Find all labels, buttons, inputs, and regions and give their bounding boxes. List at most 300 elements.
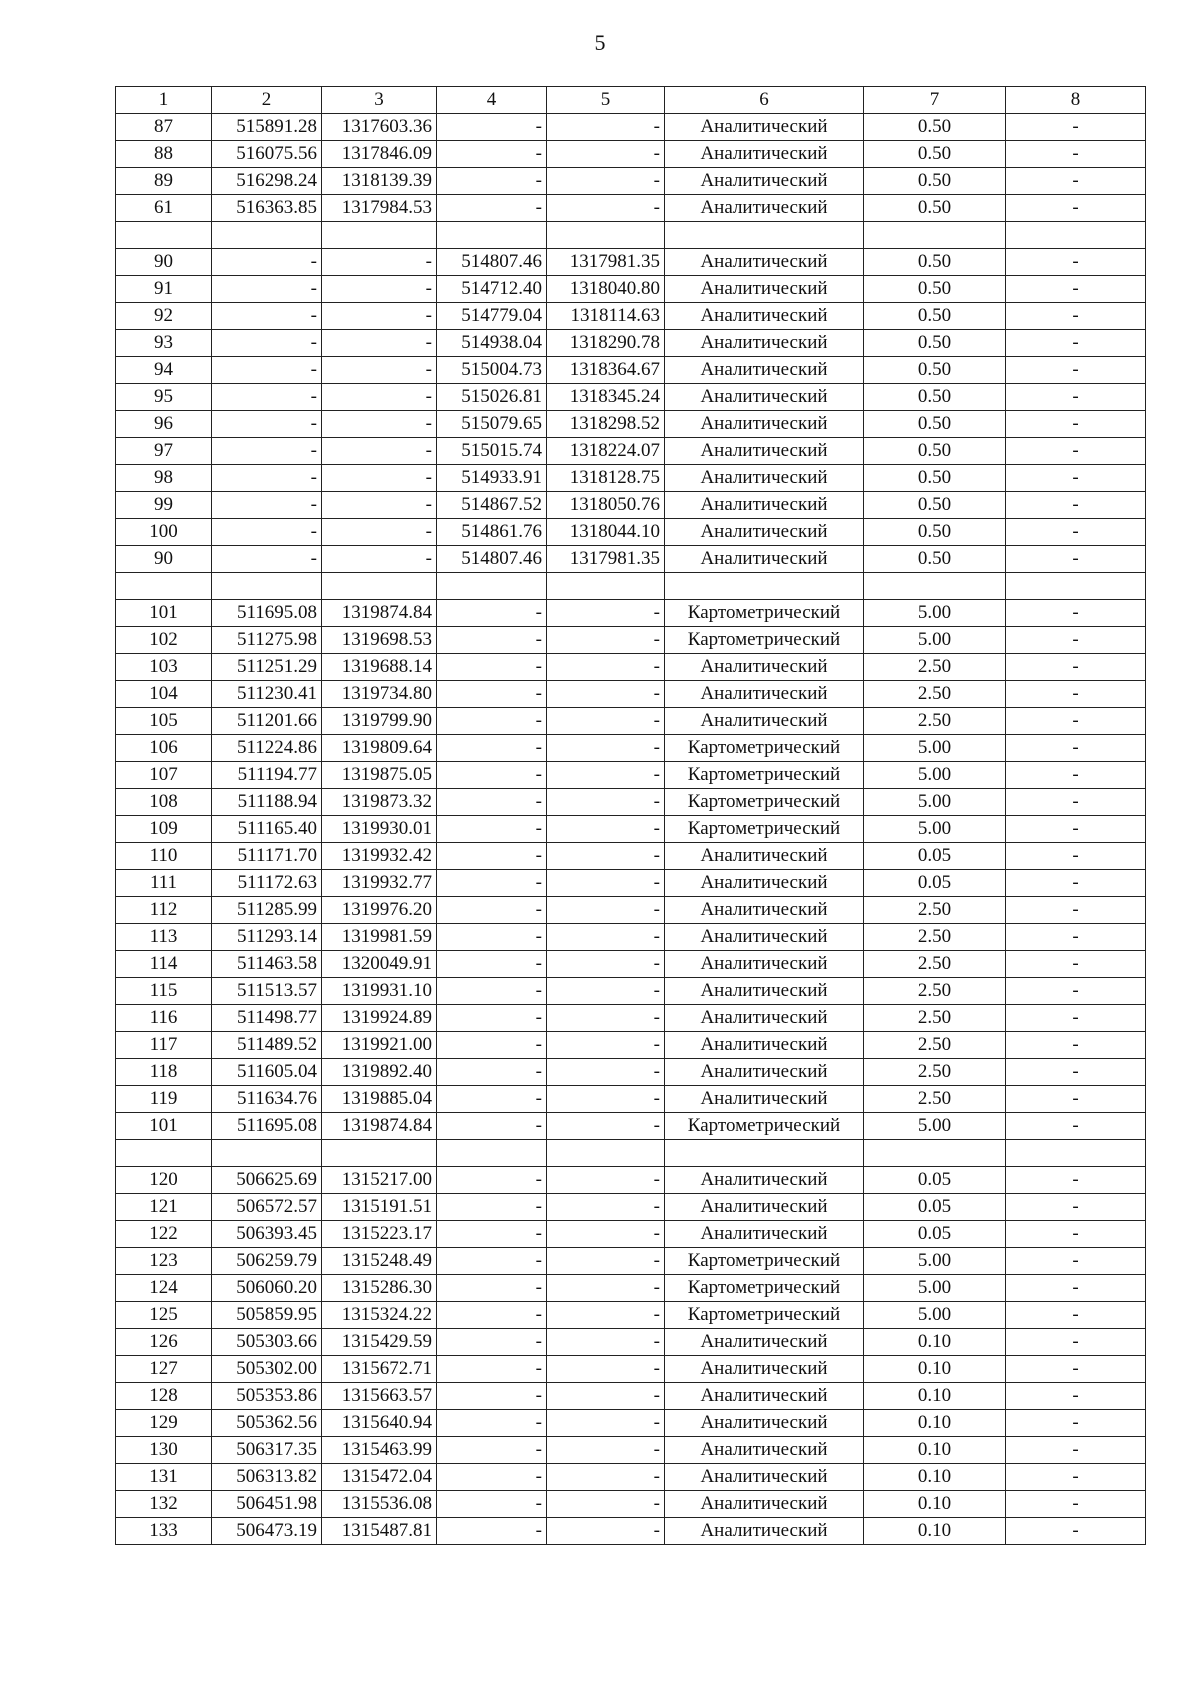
y-coord-cell: - xyxy=(322,438,437,465)
y-new-cell: 1318364.67 xyxy=(547,357,665,384)
note-cell: - xyxy=(1006,141,1146,168)
method-cell: Аналитический xyxy=(665,330,864,357)
table-row xyxy=(116,1410,1146,1437)
y-coord-cell: 1315663.57 xyxy=(322,1383,437,1410)
x-new-cell xyxy=(437,1140,547,1167)
header-cell: 6 xyxy=(665,87,864,114)
y-new-cell: - xyxy=(547,654,665,681)
header-cell: 8 xyxy=(1006,87,1146,114)
note-cell: - xyxy=(1006,735,1146,762)
accuracy-cell: 2.50 xyxy=(864,1005,1006,1032)
table-header xyxy=(116,87,1146,114)
table-row xyxy=(116,978,1146,1005)
y-new-cell: - xyxy=(547,1518,665,1545)
accuracy-cell: 2.50 xyxy=(864,654,1006,681)
y-new-cell: - xyxy=(547,1491,665,1518)
y-coord-cell: 1315223.17 xyxy=(322,1221,437,1248)
accuracy-cell: 0.10 xyxy=(864,1518,1006,1545)
y-new-cell: - xyxy=(547,114,665,141)
x-coord-cell: 506451.98 xyxy=(212,1491,322,1518)
y-coord-cell: 1319874.84 xyxy=(322,1113,437,1140)
header-cell: 4 xyxy=(437,87,547,114)
accuracy-cell: 2.50 xyxy=(864,951,1006,978)
note-cell: - xyxy=(1006,1518,1146,1545)
accuracy-cell: 5.00 xyxy=(864,600,1006,627)
x-coord-cell: 511293.14 xyxy=(212,924,322,951)
table-row xyxy=(116,654,1146,681)
x-coord-cell: 511194.77 xyxy=(212,762,322,789)
accuracy-cell: 5.00 xyxy=(864,816,1006,843)
coordinates-table xyxy=(115,86,1146,1545)
method-cell: Аналитический xyxy=(665,1329,864,1356)
y-new-cell: - xyxy=(547,1086,665,1113)
x-coord-cell: 511498.77 xyxy=(212,1005,322,1032)
table-row xyxy=(116,357,1146,384)
x-coord-cell: 506473.19 xyxy=(212,1518,322,1545)
point-number-cell: 123 xyxy=(116,1248,212,1275)
table-row xyxy=(116,843,1146,870)
accuracy-cell: 0.50 xyxy=(864,276,1006,303)
y-new-cell: 1318345.24 xyxy=(547,384,665,411)
x-new-cell: 514807.46 xyxy=(437,249,547,276)
y-coord-cell: 1315472.04 xyxy=(322,1464,437,1491)
y-new-cell: - xyxy=(547,897,665,924)
method-cell: Аналитический xyxy=(665,1383,864,1410)
y-coord-cell: 1319698.53 xyxy=(322,627,437,654)
table-row xyxy=(116,465,1146,492)
y-new-cell: - xyxy=(547,1221,665,1248)
x-new-cell: 514933.91 xyxy=(437,465,547,492)
y-new-cell: - xyxy=(547,1302,665,1329)
x-new-cell: - xyxy=(437,1329,547,1356)
point-number-cell xyxy=(116,573,212,600)
table-row xyxy=(116,1275,1146,1302)
y-coord-cell: 1319924.89 xyxy=(322,1005,437,1032)
accuracy-cell: 5.00 xyxy=(864,1302,1006,1329)
x-new-cell: 515079.65 xyxy=(437,411,547,438)
method-cell: Аналитический xyxy=(665,546,864,573)
table-row xyxy=(116,1329,1146,1356)
accuracy-cell: 5.00 xyxy=(864,1248,1006,1275)
y-new-cell xyxy=(547,1140,665,1167)
accuracy-cell: 0.50 xyxy=(864,411,1006,438)
table-row xyxy=(116,492,1146,519)
x-coord-cell: - xyxy=(212,438,322,465)
method-cell: Аналитический xyxy=(665,924,864,951)
y-new-cell: 1318290.78 xyxy=(547,330,665,357)
y-new-cell: - xyxy=(547,1113,665,1140)
point-number-cell xyxy=(116,1140,212,1167)
header-cell: 5 xyxy=(547,87,665,114)
x-new-cell: - xyxy=(437,1248,547,1275)
table-row xyxy=(116,249,1146,276)
note-cell: - xyxy=(1006,519,1146,546)
x-coord-cell: 511285.99 xyxy=(212,897,322,924)
y-coord-cell: - xyxy=(322,357,437,384)
y-coord-cell: 1319885.04 xyxy=(322,1086,437,1113)
point-number-cell: 119 xyxy=(116,1086,212,1113)
point-number-cell: 88 xyxy=(116,141,212,168)
note-cell: - xyxy=(1006,1383,1146,1410)
method-cell: Аналитический xyxy=(665,1005,864,1032)
method-cell: Аналитический xyxy=(665,1491,864,1518)
y-coord-cell: - xyxy=(322,249,437,276)
x-new-cell: - xyxy=(437,897,547,924)
method-cell: Аналитический xyxy=(665,384,864,411)
accuracy-cell: 0.05 xyxy=(864,870,1006,897)
note-cell xyxy=(1006,222,1146,249)
method-cell: Картометрический xyxy=(665,600,864,627)
table-row xyxy=(116,1059,1146,1086)
y-new-cell: 1318050.76 xyxy=(547,492,665,519)
note-cell: - xyxy=(1006,1464,1146,1491)
x-new-cell: - xyxy=(437,843,547,870)
method-cell: Аналитический xyxy=(665,1464,864,1491)
note-cell: - xyxy=(1006,762,1146,789)
y-coord-cell xyxy=(322,573,437,600)
y-coord-cell: 1315463.99 xyxy=(322,1437,437,1464)
x-new-cell: - xyxy=(437,762,547,789)
x-new-cell: - xyxy=(437,681,547,708)
accuracy-cell: 5.00 xyxy=(864,1113,1006,1140)
y-new-cell: - xyxy=(547,141,665,168)
accuracy-cell: 2.50 xyxy=(864,1032,1006,1059)
note-cell: - xyxy=(1006,978,1146,1005)
point-number-cell: 90 xyxy=(116,249,212,276)
x-new-cell: - xyxy=(437,141,547,168)
y-coord-cell: 1319875.05 xyxy=(322,762,437,789)
x-coord-cell: 511489.52 xyxy=(212,1032,322,1059)
note-cell: - xyxy=(1006,384,1146,411)
x-new-cell: - xyxy=(437,168,547,195)
x-new-cell: - xyxy=(437,1113,547,1140)
accuracy-cell: 0.50 xyxy=(864,519,1006,546)
note-cell: - xyxy=(1006,1248,1146,1275)
point-number-cell: 104 xyxy=(116,681,212,708)
note-cell: - xyxy=(1006,897,1146,924)
y-new-cell xyxy=(547,573,665,600)
table-row xyxy=(116,681,1146,708)
point-number-cell: 126 xyxy=(116,1329,212,1356)
point-number-cell: 131 xyxy=(116,1464,212,1491)
y-new-cell: - xyxy=(547,708,665,735)
method-cell: Аналитический xyxy=(665,411,864,438)
accuracy-cell: 2.50 xyxy=(864,978,1006,1005)
x-new-cell: 515026.81 xyxy=(437,384,547,411)
point-number-cell: 117 xyxy=(116,1032,212,1059)
table-row xyxy=(116,1248,1146,1275)
table-row xyxy=(116,195,1146,222)
method-cell: Аналитический xyxy=(665,681,864,708)
point-number-cell xyxy=(116,222,212,249)
accuracy-cell: 0.50 xyxy=(864,357,1006,384)
accuracy-cell: 0.50 xyxy=(864,168,1006,195)
point-number-cell: 89 xyxy=(116,168,212,195)
x-new-cell: - xyxy=(437,654,547,681)
table-row xyxy=(116,1383,1146,1410)
note-cell: - xyxy=(1006,1005,1146,1032)
point-number-cell: 106 xyxy=(116,735,212,762)
method-cell: Картометрический xyxy=(665,762,864,789)
x-coord-cell: 505859.95 xyxy=(212,1302,322,1329)
method-cell: Аналитический xyxy=(665,465,864,492)
y-coord-cell: - xyxy=(322,330,437,357)
point-number-cell: 99 xyxy=(116,492,212,519)
note-cell: - xyxy=(1006,870,1146,897)
y-coord-cell: 1319809.64 xyxy=(322,735,437,762)
note-cell: - xyxy=(1006,654,1146,681)
method-cell: Аналитический xyxy=(665,114,864,141)
table-row xyxy=(116,816,1146,843)
method-cell xyxy=(665,1140,864,1167)
y-coord-cell: 1319688.14 xyxy=(322,654,437,681)
y-coord-cell: 1315324.22 xyxy=(322,1302,437,1329)
note-cell: - xyxy=(1006,330,1146,357)
note-cell xyxy=(1006,573,1146,600)
accuracy-cell: 0.50 xyxy=(864,546,1006,573)
y-coord-cell xyxy=(322,222,437,249)
table-row xyxy=(116,168,1146,195)
method-cell: Аналитический xyxy=(665,303,864,330)
x-new-cell: - xyxy=(437,114,547,141)
table-row xyxy=(116,519,1146,546)
table-row xyxy=(116,1086,1146,1113)
x-new-cell: - xyxy=(437,951,547,978)
x-coord-cell xyxy=(212,222,322,249)
x-coord-cell: 511463.58 xyxy=(212,951,322,978)
x-coord-cell: 511171.70 xyxy=(212,843,322,870)
accuracy-cell: 0.05 xyxy=(864,1194,1006,1221)
point-number-cell: 124 xyxy=(116,1275,212,1302)
x-coord-cell: 511513.57 xyxy=(212,978,322,1005)
table-row xyxy=(116,735,1146,762)
point-number-cell: 109 xyxy=(116,816,212,843)
y-new-cell: - xyxy=(547,168,665,195)
x-coord-cell: 505353.86 xyxy=(212,1383,322,1410)
accuracy-cell: 0.05 xyxy=(864,843,1006,870)
point-number-cell: 128 xyxy=(116,1383,212,1410)
y-new-cell: - xyxy=(547,681,665,708)
y-new-cell: - xyxy=(547,627,665,654)
x-coord-cell: 511172.63 xyxy=(212,870,322,897)
method-cell: Аналитический xyxy=(665,843,864,870)
table-row xyxy=(116,1194,1146,1221)
y-coord-cell: 1315536.08 xyxy=(322,1491,437,1518)
note-cell: - xyxy=(1006,1086,1146,1113)
y-new-cell: 1318040.80 xyxy=(547,276,665,303)
y-coord-cell: 1315487.81 xyxy=(322,1518,437,1545)
note-cell: - xyxy=(1006,843,1146,870)
y-new-cell: - xyxy=(547,816,665,843)
x-new-cell: 514712.40 xyxy=(437,276,547,303)
x-new-cell: - xyxy=(437,1194,547,1221)
y-new-cell: - xyxy=(547,762,665,789)
x-new-cell: - xyxy=(437,1032,547,1059)
x-new-cell: 514861.76 xyxy=(437,519,547,546)
y-new-cell: - xyxy=(547,1410,665,1437)
x-coord-cell: 515891.28 xyxy=(212,114,322,141)
accuracy-cell: 5.00 xyxy=(864,735,1006,762)
y-coord-cell: 1320049.91 xyxy=(322,951,437,978)
accuracy-cell: 0.05 xyxy=(864,1221,1006,1248)
x-new-cell: 514779.04 xyxy=(437,303,547,330)
method-cell: Аналитический xyxy=(665,357,864,384)
y-new-cell: - xyxy=(547,1329,665,1356)
accuracy-cell: 0.50 xyxy=(864,114,1006,141)
point-number-cell: 114 xyxy=(116,951,212,978)
accuracy-cell: 0.50 xyxy=(864,249,1006,276)
method-cell: Аналитический xyxy=(665,1356,864,1383)
method-cell: Аналитический xyxy=(665,1437,864,1464)
table-row xyxy=(116,870,1146,897)
method-cell: Аналитический xyxy=(665,168,864,195)
table-row xyxy=(116,384,1146,411)
x-new-cell: - xyxy=(437,1302,547,1329)
method-cell: Аналитический xyxy=(665,1410,864,1437)
table-row xyxy=(116,546,1146,573)
x-coord-cell: 505362.56 xyxy=(212,1410,322,1437)
y-new-cell: - xyxy=(547,1032,665,1059)
method-cell: Аналитический xyxy=(665,951,864,978)
y-new-cell: - xyxy=(547,1383,665,1410)
y-new-cell: - xyxy=(547,1005,665,1032)
y-coord-cell: 1317846.09 xyxy=(322,141,437,168)
note-cell xyxy=(1006,1140,1146,1167)
table-row xyxy=(116,1113,1146,1140)
y-new-cell: - xyxy=(547,978,665,1005)
method-cell: Картометрический xyxy=(665,735,864,762)
x-new-cell: - xyxy=(437,1086,547,1113)
y-coord-cell: 1315191.51 xyxy=(322,1194,437,1221)
note-cell: - xyxy=(1006,195,1146,222)
x-new-cell: 514938.04 xyxy=(437,330,547,357)
y-coord-cell: 1319799.90 xyxy=(322,708,437,735)
y-coord-cell: 1315640.94 xyxy=(322,1410,437,1437)
x-new-cell: 515004.73 xyxy=(437,357,547,384)
method-cell: Аналитический xyxy=(665,438,864,465)
x-new-cell: - xyxy=(437,1005,547,1032)
x-coord-cell: 511695.08 xyxy=(212,1113,322,1140)
point-number-cell: 125 xyxy=(116,1302,212,1329)
y-coord-cell xyxy=(322,1140,437,1167)
point-number-cell: 105 xyxy=(116,708,212,735)
y-coord-cell: 1319981.59 xyxy=(322,924,437,951)
x-new-cell: - xyxy=(437,195,547,222)
x-new-cell: - xyxy=(437,600,547,627)
accuracy-cell: 0.50 xyxy=(864,465,1006,492)
note-cell: - xyxy=(1006,438,1146,465)
x-new-cell: - xyxy=(437,1383,547,1410)
x-coord-cell: 511165.40 xyxy=(212,816,322,843)
x-coord-cell: - xyxy=(212,411,322,438)
x-new-cell xyxy=(437,222,547,249)
method-cell: Картометрический xyxy=(665,1248,864,1275)
point-number-cell: 101 xyxy=(116,1113,212,1140)
y-coord-cell: - xyxy=(322,546,437,573)
y-new-cell: - xyxy=(547,789,665,816)
y-coord-cell: - xyxy=(322,303,437,330)
y-new-cell: - xyxy=(547,1356,665,1383)
method-cell xyxy=(665,573,864,600)
point-number-cell: 132 xyxy=(116,1491,212,1518)
point-number-cell: 118 xyxy=(116,1059,212,1086)
note-cell: - xyxy=(1006,1410,1146,1437)
method-cell: Аналитический xyxy=(665,870,864,897)
point-number-cell: 101 xyxy=(116,600,212,627)
x-coord-cell: 511251.29 xyxy=(212,654,322,681)
table-row xyxy=(116,222,1146,249)
y-new-cell: - xyxy=(547,195,665,222)
y-new-cell: - xyxy=(547,1464,665,1491)
table-row xyxy=(116,1356,1146,1383)
y-coord-cell: 1319976.20 xyxy=(322,897,437,924)
x-new-cell: - xyxy=(437,627,547,654)
point-number-cell: 107 xyxy=(116,762,212,789)
x-coord-cell: 511230.41 xyxy=(212,681,322,708)
point-number-cell: 112 xyxy=(116,897,212,924)
x-coord-cell: 511188.94 xyxy=(212,789,322,816)
point-number-cell: 102 xyxy=(116,627,212,654)
accuracy-cell: 5.00 xyxy=(864,1275,1006,1302)
point-number-cell: 122 xyxy=(116,1221,212,1248)
x-new-cell: - xyxy=(437,1221,547,1248)
y-new-cell: 1318044.10 xyxy=(547,519,665,546)
note-cell: - xyxy=(1006,1302,1146,1329)
x-coord-cell: 516075.56 xyxy=(212,141,322,168)
x-coord-cell: - xyxy=(212,519,322,546)
x-coord-cell: 516298.24 xyxy=(212,168,322,195)
x-new-cell: - xyxy=(437,1518,547,1545)
note-cell: - xyxy=(1006,546,1146,573)
point-number-cell: 90 xyxy=(116,546,212,573)
method-cell: Аналитический xyxy=(665,492,864,519)
y-coord-cell: - xyxy=(322,519,437,546)
method-cell: Аналитический xyxy=(665,978,864,1005)
accuracy-cell: 0.10 xyxy=(864,1464,1006,1491)
point-number-cell: 61 xyxy=(116,195,212,222)
note-cell: - xyxy=(1006,1437,1146,1464)
x-coord-cell: - xyxy=(212,330,322,357)
table-body xyxy=(116,114,1146,1545)
table-row xyxy=(116,1167,1146,1194)
x-coord-cell: - xyxy=(212,546,322,573)
note-cell: - xyxy=(1006,627,1146,654)
accuracy-cell: 0.50 xyxy=(864,195,1006,222)
x-new-cell: - xyxy=(437,735,547,762)
method-cell: Аналитический xyxy=(665,1086,864,1113)
method-cell: Картометрический xyxy=(665,1275,864,1302)
table-row xyxy=(116,141,1146,168)
x-coord-cell: - xyxy=(212,303,322,330)
x-new-cell: - xyxy=(437,978,547,1005)
y-coord-cell: 1315672.71 xyxy=(322,1356,437,1383)
accuracy-cell: 2.50 xyxy=(864,924,1006,951)
point-number-cell: 108 xyxy=(116,789,212,816)
y-new-cell: - xyxy=(547,735,665,762)
table-row xyxy=(116,1302,1146,1329)
method-cell: Аналитический xyxy=(665,519,864,546)
table-row xyxy=(116,438,1146,465)
y-coord-cell: 1315429.59 xyxy=(322,1329,437,1356)
point-number-cell: 91 xyxy=(116,276,212,303)
note-cell: - xyxy=(1006,1356,1146,1383)
x-new-cell: - xyxy=(437,1167,547,1194)
x-coord-cell: 511634.76 xyxy=(212,1086,322,1113)
method-cell: Аналитический xyxy=(665,897,864,924)
accuracy-cell: 0.10 xyxy=(864,1437,1006,1464)
method-cell: Картометрический xyxy=(665,816,864,843)
note-cell: - xyxy=(1006,789,1146,816)
